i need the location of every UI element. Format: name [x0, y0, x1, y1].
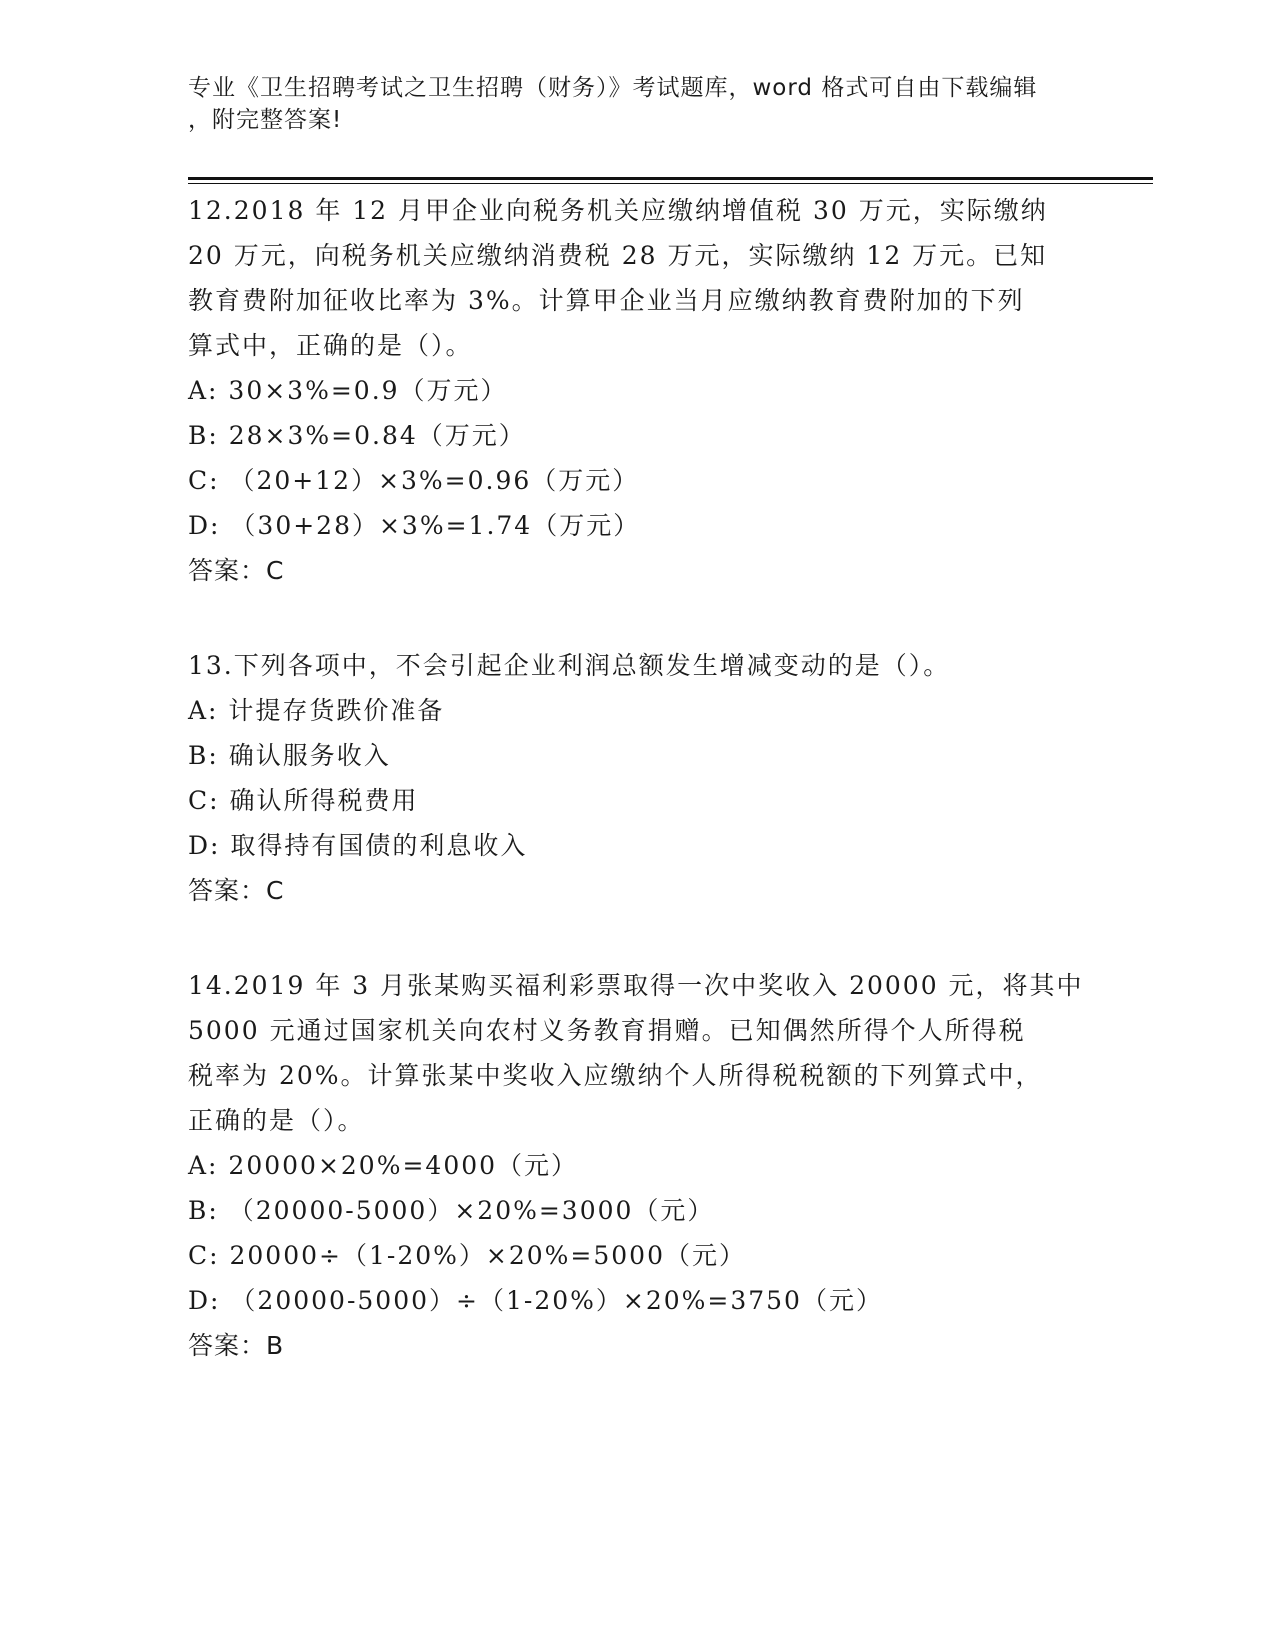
stem-line: 教育费附加征收比率为 3%。计算甲企业当月应缴纳教育费附加的下列 [188, 286, 1025, 315]
option-b: B: （20000-5000）×20%=3000（元） [188, 1196, 715, 1225]
option-c: C: 20000÷（1-20%）×20%=5000（元） [188, 1241, 746, 1270]
option-d: D: （30+28）×3%=1.74（万元） [188, 511, 641, 540]
option-c: C: 确认所得税费用 [188, 786, 419, 815]
option-a: A: 计提存货跌价准备 [188, 696, 445, 725]
question-12 [188, 188, 1088, 593]
option-b: B: 28×3%=0.84（万元） [188, 421, 526, 450]
question-stem [188, 963, 1088, 1143]
stem-line: 正确的是（）。 [188, 1106, 365, 1135]
stem-line: 12.2018 年 12 月甲企业向税务机关应缴纳增值税 30 万元，实际缴纳 [188, 196, 1048, 225]
stem-line: 20 万元，向税务机关应缴纳消费税 28 万元，实际缴纳 12 万元。已知 [188, 241, 1048, 270]
header-rule-thick [188, 177, 1153, 180]
question-14 [188, 963, 1088, 1368]
answer-line: 答案：C [188, 556, 285, 585]
option-c: C: （20+12）×3%=0.96（万元） [188, 466, 640, 495]
header-line-1: 专业《卫生招聘考试之卫生招聘（财务）》考试题库，word 格式可自由下载编辑 [188, 75, 1038, 101]
option-b: B: 确认服务收入 [188, 741, 391, 770]
header-line-2: ，附完整答案! [188, 107, 343, 133]
answer-line: 答案：C [188, 876, 285, 905]
option-d: D: （20000-5000）÷（1-20%）×20%=3750（元） [188, 1286, 883, 1315]
stem-line: 14.2019 年 3 月张某购买福利彩票取得一次中奖收入 20000 元，将其中 [188, 971, 1084, 1000]
stem-line: 算式中，正确的是（）。 [188, 331, 473, 360]
stem-line: 13.下列各项中，不会引起企业利润总额发生增减变动的是（）。 [188, 651, 951, 680]
option-a: A: 30×3%=0.9（万元） [188, 376, 508, 405]
stem-line: 5000 元通过国家机关向农村义务教育捐赠。已知偶然所得个人所得税 [188, 1016, 1026, 1045]
question-stem [188, 643, 1088, 688]
option-d: D: 取得持有国债的利息收入 [188, 831, 528, 860]
header-rule-thin [188, 183, 1153, 184]
question-13 [188, 643, 1088, 913]
question-stem [188, 188, 1088, 368]
document-header [188, 72, 1068, 136]
stem-line: 税率为 20%。计算张某中奖收入应缴纳个人所得税税额的下列算式中， [188, 1061, 1043, 1090]
answer-line: 答案：B [188, 1331, 285, 1360]
option-a: A: 20000×20%=4000（元） [188, 1151, 579, 1180]
